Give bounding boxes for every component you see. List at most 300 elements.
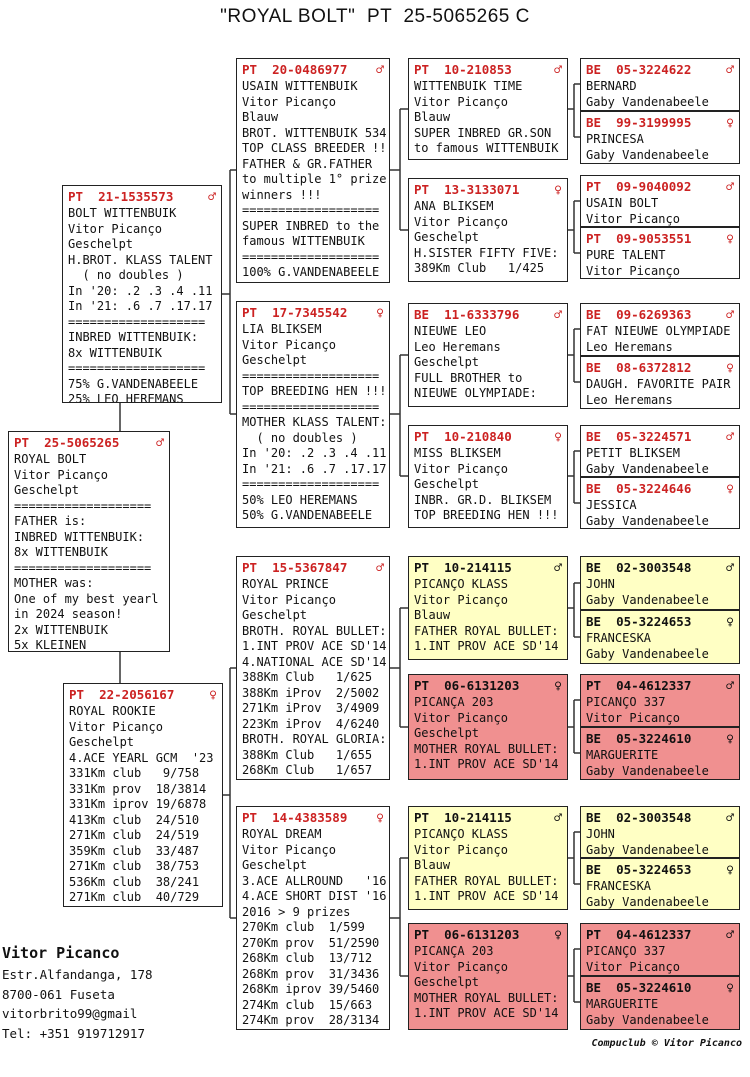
pedigree-text-line: Gaby Vandenabeele xyxy=(586,1012,709,1027)
ring-number: BE 99-3199995 xyxy=(586,115,692,130)
connector-g4h-parents xyxy=(568,949,580,1002)
pedigree-text-line: 271Km club 40/729 xyxy=(69,890,200,904)
pedigree-text-line: PICANÇA 203 xyxy=(414,944,494,958)
pedigree-box-franceska-1 xyxy=(580,610,740,664)
ring-number-header xyxy=(414,61,562,79)
ring-number-header xyxy=(414,809,562,827)
female-icon: ♀ xyxy=(554,679,562,694)
pedigree-box-franceska-2 xyxy=(580,858,740,910)
pedigree-text-line: Gaby Vandenabeele xyxy=(586,646,709,661)
female-icon: ♀ xyxy=(376,811,384,826)
ring-number: PT 21-1535573 xyxy=(68,189,174,204)
male-icon: ♂ xyxy=(554,308,562,323)
pedigree-text-line: Vitor Picanço xyxy=(414,214,508,229)
pedigree-text-line: BROTH. ROYAL BULLET: xyxy=(242,623,387,638)
pedigree-text-line: H.SISTER FIFTY FIVE: xyxy=(414,245,559,260)
ring-number: PT 10-210853 xyxy=(414,62,512,77)
pedigree-text-line: In '20: .2 .3 .4 .11 xyxy=(68,283,213,298)
pedigree-text-line: FRANCESKA xyxy=(586,631,652,645)
male-icon: ♂ xyxy=(726,63,734,78)
pedigree-text-line: Blauw xyxy=(414,608,451,622)
ring-number: PT 09-9053551 xyxy=(586,231,692,246)
pedigree-text-line: Geschelpt xyxy=(414,230,480,244)
female-icon: ♀ xyxy=(554,183,562,198)
pedigree-text-line: Geschelpt xyxy=(414,975,480,989)
ring-number: BE 05-3224653 xyxy=(586,862,692,877)
ring-number-header xyxy=(586,230,734,248)
ring-number: BE 02-3003548 xyxy=(586,810,692,825)
pedigree-text-line: ( no doubles ) xyxy=(242,430,358,445)
pedigree-text-line: 50% LEO HEREMANS xyxy=(242,492,358,507)
pedigree-text-line: Geschelpt xyxy=(69,735,135,749)
pedigree-box-bernard xyxy=(580,58,740,111)
pedigree-text-line: 274Km club 15/663 xyxy=(242,997,373,1012)
ring-number-header xyxy=(414,926,562,944)
ring-number-header xyxy=(586,306,734,324)
pedigree-text-line: 536Km club 38/241 xyxy=(69,874,200,889)
ring-number: PT 09-9040092 xyxy=(586,179,692,194)
pedigree-box-john-1 xyxy=(580,556,740,610)
ring-number-header xyxy=(242,559,384,577)
pedigree-text-line: 5x KLEINEN xyxy=(14,638,87,652)
pedigree-text-line: ROYAL DREAM xyxy=(242,827,322,841)
ring-number-header xyxy=(586,677,734,695)
pedigree-box-ana-bliksem xyxy=(408,178,568,282)
pedigree-text-line: 388Km iProv 2/5002 xyxy=(242,685,380,700)
pedigree-text-line: =================== xyxy=(242,399,380,414)
pedigree-text-line: to famous WITTENBUIK xyxy=(414,141,559,155)
ring-number-header xyxy=(586,178,734,196)
pedigree-text-line: Gaby Vandenabeele xyxy=(586,94,709,109)
pedigree-text-line: Leo Heremans xyxy=(414,339,501,354)
pedigree-text-line: Vitor Picanço xyxy=(242,94,336,109)
male-icon: ♂ xyxy=(156,436,164,451)
ring-number: BE 08-6372812 xyxy=(586,360,692,375)
pedigree-text-line: ANA BLIKSEM xyxy=(414,199,494,213)
pedigree-text-line: =================== xyxy=(242,368,380,383)
pedigree-text-line: FULL BROTHER to xyxy=(414,370,523,385)
ring-number-header xyxy=(586,809,734,827)
pedigree-box-picanco-klass-1 xyxy=(408,556,568,660)
pedigree-text-line: 270Km prov 51/2590 xyxy=(242,935,380,950)
pedigree-text-line: MOTHER KLASS TALENT: xyxy=(242,415,387,429)
pedigree-text-line: Vitor Picanço xyxy=(586,263,680,278)
pedigree-text-line: MOTHER ROYAL BULLET: xyxy=(414,990,559,1005)
pedigree-box-daughter-favorite-pair xyxy=(580,356,740,409)
pedigree-text-line: PICANÇO KLASS xyxy=(414,827,508,841)
pedigree-text-line: Leo Heremans xyxy=(586,339,673,354)
pedigree-text-line: NIEUWE LEO xyxy=(414,324,487,338)
pedigree-text-line: =================== xyxy=(68,314,206,329)
pedigree-text-line: FATHER ROYAL BULLET: xyxy=(414,873,559,888)
ring-number: BE 09-6269363 xyxy=(586,307,692,322)
ring-number-header xyxy=(242,809,384,827)
male-icon: ♂ xyxy=(726,928,734,943)
ring-number: PT 20-0486977 xyxy=(242,62,348,77)
pedigree-text-line: PICANÇO 337 xyxy=(586,695,666,709)
pedigree-text-line: Vitor Picanço xyxy=(586,959,680,974)
owner-address-line: 8700-061 Fuseta xyxy=(2,986,115,1002)
male-icon: ♂ xyxy=(726,430,734,445)
pedigree-text-line: Gaby Vandenabeele xyxy=(586,842,709,857)
pedigree-text-line: 3.ACE ALLROUND '16 xyxy=(242,873,387,888)
ring-number-header xyxy=(69,686,217,704)
pedigree-box-royal-prince xyxy=(236,556,390,780)
pedigree-text-line: Gaby Vandenabeele xyxy=(586,894,709,909)
pedigree-box-lia-bliksem xyxy=(236,301,390,528)
male-icon: ♂ xyxy=(726,180,734,195)
pedigree-text-line: PICANÇO 337 xyxy=(586,944,666,958)
owner-address-line: Estr.Alfandanga, 178 xyxy=(2,967,153,982)
pedigree-box-usain-bolt xyxy=(580,175,740,227)
ring-number-header xyxy=(586,730,734,748)
pedigree-text-line: Geschelpt xyxy=(68,237,134,251)
pedigree-box-picanca-203-1 xyxy=(408,674,568,780)
ring-number-header xyxy=(586,61,734,79)
pedigree-text-line: MARGUERITE xyxy=(586,997,659,1011)
ring-number: PT 22-2056167 xyxy=(69,687,175,702)
pedigree-text-line: ROYAL ROOKIE xyxy=(69,704,156,718)
pedigree-text-line: Gaby Vandenabeele xyxy=(586,147,709,162)
pedigree-text-line: TOP CLASS BREEDER !! xyxy=(242,141,387,155)
pedigree-text-line: BOLT WITTENBUIK xyxy=(68,206,177,220)
pedigree-text-line: INBRED WITTENBUIK: xyxy=(68,330,199,344)
pedigree-text-line: TOP BREEDING HEN !!! xyxy=(414,508,559,522)
pedigree-text-line: JOHN xyxy=(586,827,615,841)
pedigree-text-line: =================== xyxy=(242,249,380,264)
male-icon: ♂ xyxy=(376,63,384,78)
pedigree-text-line: Geschelpt xyxy=(242,858,308,872)
pedigree-text-line: H.BROT. KLASS TALENT xyxy=(68,252,213,267)
pedigree-text-line: Vitor Picanço xyxy=(242,842,336,857)
owner-contact-block xyxy=(2,941,153,1043)
pedigree-text-line: 388Km Club 1/655 xyxy=(242,747,373,762)
pedigree-text-line: Blauw xyxy=(242,110,279,124)
pedigree-text-line: PETIT BLIKSEM xyxy=(586,446,680,460)
pedigree-box-miss-bliksem xyxy=(408,425,568,528)
pedigree-text-line: ROYAL PRINCE xyxy=(242,577,329,591)
pedigree-text-line: Geschelpt xyxy=(242,608,308,622)
pedigree-text-line: 100% G.VANDENABEELE xyxy=(242,265,380,279)
female-icon: ♀ xyxy=(209,688,217,703)
pedigree-text-line: TOP BREEDING HEN !!! xyxy=(242,384,387,398)
connector-g4a-parents xyxy=(568,84,580,137)
connector-g4e-parents xyxy=(568,583,580,637)
ring-number-header xyxy=(586,926,734,944)
ring-number-header xyxy=(586,979,734,997)
pedigree-text-line: 1.INT PROV ACE SD'14 xyxy=(414,757,559,771)
male-icon: ♂ xyxy=(726,308,734,323)
connector-dam-parents xyxy=(223,668,236,918)
female-icon: ♀ xyxy=(726,232,734,247)
pedigree-text-line: 4.ACE SHORT DIST '16 xyxy=(242,889,387,903)
pedigree-box-nieuwe-leo xyxy=(408,303,568,407)
pedigree-text-line: FATHER is: xyxy=(14,514,87,528)
ring-number: PT 06-6131203 xyxy=(414,678,520,693)
pedigree-text-line: NIEUWE OLYMPIADE: xyxy=(414,386,537,400)
pedigree-text-line: 25% LEO HEREMANS xyxy=(68,392,184,403)
pedigree-text-line: PICANÇO KLASS xyxy=(414,577,508,591)
pedigree-box-fat-nieuwe-olympiade xyxy=(580,303,740,356)
pedigree-text-line: FRANCESKA xyxy=(586,879,652,893)
ring-number-header xyxy=(586,359,734,377)
pedigree-box-picanca-203-2 xyxy=(408,923,568,1030)
ring-number-header xyxy=(586,861,734,879)
pedigree-text-line: INBR. GR.D. BLIKSEM xyxy=(414,492,552,507)
female-icon: ♀ xyxy=(726,863,734,878)
pedigree-text-line: 4.ACE YEARL GCM '23 xyxy=(69,750,214,765)
pedigree-box-petit-bliksem xyxy=(580,425,740,477)
pedigree-text-line: PURE TALENT xyxy=(586,248,666,262)
ring-number: BE 05-3224610 xyxy=(586,731,692,746)
connector-g3b-parents xyxy=(390,355,408,476)
ring-number: PT 17-7345542 xyxy=(242,305,348,320)
pedigree-text-line: LIA BLIKSEM xyxy=(242,322,322,336)
pedigree-text-line: FAT NIEUWE OLYMPIADE xyxy=(586,324,731,338)
compuclub-credit: Compuclub © Vitor Picanco xyxy=(591,1038,742,1049)
pedigree-text-line: 331Km iprov 19/6878 xyxy=(69,797,207,811)
pedigree-text-line: 2x WITTENBUIK xyxy=(14,622,108,637)
pedigree-text-line: Vitor Picanço xyxy=(414,959,508,974)
male-icon: ♂ xyxy=(208,190,216,205)
ring-number: PT 10-214115 xyxy=(414,560,512,575)
pedigree-text-line: ROYAL BOLT xyxy=(14,452,87,466)
pedigree-text-line: 268Km prov 31/3436 xyxy=(242,966,380,981)
pedigree-box-wittenbuik-time xyxy=(408,58,568,160)
pedigree-text-line: 1.INT PROV ACE SD'14 xyxy=(242,639,387,653)
pedigree-text-line: =================== xyxy=(14,498,152,513)
pedigree-text-line: Vitor Picanço xyxy=(414,710,508,725)
pedigree-text-line: 271Km club 24/519 xyxy=(69,828,200,842)
pedigree-text-line: JESSICA xyxy=(586,498,637,512)
connector-g4f-parents xyxy=(568,700,580,753)
ring-number: BE 11-6333796 xyxy=(414,307,520,322)
pedigree-text-line: 331Km club 9/758 xyxy=(69,766,200,780)
ring-number: PT 04-4612337 xyxy=(586,927,692,942)
pedigree-text-line: Vitor Picanço xyxy=(414,842,508,857)
connector-g4b-parents xyxy=(568,201,580,253)
pedigree-text-line: ( no doubles ) xyxy=(68,268,184,282)
pedigree-text-line: 50% G.VANDENABEELE xyxy=(242,508,373,522)
pedigree-text-line: FATHER & GR.FATHER xyxy=(242,156,373,171)
pedigree-text-line: USAIN WITTENBUIK xyxy=(242,79,358,93)
pedigree-text-line: to multiple 1° prize xyxy=(242,172,387,186)
female-icon: ♀ xyxy=(726,116,734,131)
pedigree-text-line: famous WITTENBUIK xyxy=(242,234,365,248)
pedigree-text-line: 388Km Club 1/625 xyxy=(242,670,373,684)
pedigree-box-john-2 xyxy=(580,806,740,858)
pedigree-text-line: =================== xyxy=(68,361,206,375)
pedigree-text-line: Vitor Picanço xyxy=(242,592,336,607)
connector-g4d-parents xyxy=(568,451,580,503)
pedigree-text-line: 1.INT PROV ACE SD'14 xyxy=(414,889,559,903)
female-icon: ♀ xyxy=(726,732,734,747)
ring-number-header xyxy=(586,613,734,631)
pedigree-text-line: 268Km Club 1/657 xyxy=(242,763,373,777)
pedigree-text-line: 331Km prov 18/3814 xyxy=(69,781,207,796)
pedigree-text-line: Blauw xyxy=(414,110,451,124)
pedigree-text-line: MOTHER was: xyxy=(14,576,94,590)
ring-number: BE 05-3224622 xyxy=(586,62,692,77)
pedigree-text-line: =================== xyxy=(14,560,152,575)
pedigree-text-line: BROTH. ROYAL GLORIA: xyxy=(242,732,387,746)
pedigree-text-line: Vitor Picanço xyxy=(69,719,163,734)
pedigree-text-line: MOTHER ROYAL BULLET: xyxy=(414,741,559,756)
pedigree-text-line: SUPER INBRED to the xyxy=(242,218,380,233)
pedigree-text-line: PICANÇA 203 xyxy=(414,695,494,709)
pedigree-box-picanco-337-2 xyxy=(580,923,740,976)
pedigree-box-marguerite-2 xyxy=(580,976,740,1030)
owner-phone: Tel: +351 919712917 xyxy=(2,1025,145,1041)
ring-number-header xyxy=(68,188,216,206)
pedigree-text-line: Vitor Picanço xyxy=(14,467,108,482)
pedigree-box-princesa xyxy=(580,111,740,164)
pedigree-text-line: Vitor Picanço xyxy=(68,221,162,236)
pedigree-text-line: In '21: .6 .7 .17.17 xyxy=(68,299,213,313)
pedigree-text-line: Geschelpt xyxy=(414,726,480,740)
pedigree-text-line: Gaby Vandenabeele xyxy=(586,513,709,528)
ring-number: BE 05-3224653 xyxy=(586,614,692,629)
pedigree-box-bolt-wittenbuik xyxy=(62,185,222,403)
pedigree-text-line: Vitor Picanço xyxy=(414,461,508,476)
ring-number-header xyxy=(414,559,562,577)
pedigree-box-picanco-klass-2 xyxy=(408,806,568,910)
pedigree-text-line: SUPER INBRED GR.SON xyxy=(414,125,552,140)
ring-number: PT 10-214115 xyxy=(414,810,512,825)
ring-number-header xyxy=(586,428,734,446)
connector-sire-parents xyxy=(222,170,236,414)
ring-number-header xyxy=(414,306,562,324)
male-icon: ♂ xyxy=(554,63,562,78)
pedigree-text-line: 274Km prov 28/3134 xyxy=(242,1013,380,1027)
connector-g3d-parents xyxy=(390,858,408,976)
pedigree-text-line: Gaby Vandenabeele xyxy=(586,763,709,778)
pedigree-text-line: FATHER ROYAL BULLET: xyxy=(414,623,559,638)
owner-name: Vitor Picanco xyxy=(2,944,120,962)
pedigree-text-line: Geschelpt xyxy=(414,355,480,369)
ring-number-header xyxy=(242,61,384,79)
pedigree-text-line: One of my best yearl xyxy=(14,591,159,606)
pedigree-text-line: MISS BLIKSEM xyxy=(414,446,501,460)
male-icon: ♂ xyxy=(554,811,562,826)
pedigree-text-line: Leo Heremans xyxy=(586,392,673,407)
ring-number: BE 05-3224646 xyxy=(586,481,692,496)
male-icon: ♂ xyxy=(726,679,734,694)
pedigree-text-line: In '21: .6 .7 .17.17 xyxy=(242,461,387,476)
connector-g3a-parents xyxy=(390,109,408,230)
ring-number: PT 10-210840 xyxy=(414,429,512,444)
ring-number: PT 15-5367847 xyxy=(242,560,348,575)
pedigree-box-royal-bolt xyxy=(8,431,170,652)
pedigree-text-line: MARGUERITE xyxy=(586,748,659,762)
ring-number: BE 05-3224571 xyxy=(586,429,692,444)
ring-number-header xyxy=(414,677,562,695)
pedigree-text-line: Gaby Vandenabeele xyxy=(586,461,709,476)
pedigree-text-line: Geschelpt xyxy=(414,477,480,491)
pedigree-text-line: 268Km iprov 39/5460 xyxy=(242,982,380,996)
pedigree-text-line: 1.INT PROV ACE SD'14 xyxy=(414,1006,559,1020)
owner-email: vitorbrito99@gmail xyxy=(2,1006,138,1021)
page-title: "ROYAL BOLT" PT 25-5065265 C xyxy=(220,6,530,27)
female-icon: ♀ xyxy=(726,981,734,996)
ring-number-header xyxy=(586,114,734,132)
ring-number-header xyxy=(586,480,734,498)
pedigree-text-line: =================== xyxy=(242,203,380,217)
female-icon: ♀ xyxy=(554,928,562,943)
ring-number: PT 06-6131203 xyxy=(414,927,520,942)
pedigree-text-line: BROT. WITTENBUIK 534 xyxy=(242,125,387,140)
pedigree-text-line: WITTENBUIK TIME xyxy=(414,79,523,93)
pedigree-text-line: Vitor Picanço xyxy=(586,211,680,226)
male-icon: ♂ xyxy=(376,561,384,576)
ring-number: PT 13-3133071 xyxy=(414,182,520,197)
ring-number: PT 25-5065265 xyxy=(14,435,120,450)
pedigree-box-royal-rookie xyxy=(63,683,223,907)
male-icon: ♂ xyxy=(726,811,734,826)
pedigree-text-line: Geschelpt xyxy=(14,483,80,497)
female-icon: ♀ xyxy=(554,430,562,445)
pedigree-text-line: 271Km iProv 3/4909 xyxy=(242,701,380,715)
pedigree-text-line: Geschelpt xyxy=(242,353,308,367)
pedigree-text-line: Gaby Vandenabeele xyxy=(586,592,709,607)
female-icon: ♀ xyxy=(726,482,734,497)
ring-number-header xyxy=(242,304,384,322)
pedigree-text-line: Vitor Picanço xyxy=(414,592,508,607)
pedigree-box-pure-talent xyxy=(580,227,740,279)
pedigree-text-line: DAUGH. FAVORITE PAIR xyxy=(586,377,731,391)
pedigree-text-line: 8x WITTENBUIK xyxy=(14,545,108,559)
ring-number-header xyxy=(414,181,562,199)
pedigree-text-line: 223Km iProv 4/6240 xyxy=(242,716,380,731)
pedigree-text-line: In '20: .2 .3 .4 .11 xyxy=(242,446,387,460)
pedigree-text-line: Vitor Picanço xyxy=(242,337,336,352)
pedigree-box-usain-wittenbuik xyxy=(236,58,390,283)
ring-number-header xyxy=(14,434,164,452)
pedigree-text-line: Vitor Picanço xyxy=(414,94,508,109)
ring-number: PT 04-4612337 xyxy=(586,678,692,693)
pedigree-text-line: winners !!! xyxy=(242,187,322,202)
pedigree-box-marguerite-1 xyxy=(580,727,740,780)
female-icon: ♀ xyxy=(726,615,734,630)
connector-g4g-parents xyxy=(568,832,580,884)
pedigree-text-line: 1.INT PROV ACE SD'14 xyxy=(414,639,559,653)
male-icon: ♂ xyxy=(554,561,562,576)
connector-g4c-parents xyxy=(568,329,580,382)
pedigree-text-line: in 2024 season! xyxy=(14,607,123,621)
ring-number-header xyxy=(414,428,562,446)
pedigree-text-line: 271Km club 38/753 xyxy=(69,859,200,873)
pedigree-text-line: INBRED WITTENBUIK: xyxy=(14,529,145,544)
pedigree-box-picanco-337-1 xyxy=(580,674,740,727)
male-icon: ♂ xyxy=(726,561,734,576)
pedigree-text-line: 4.NATIONAL ACE SD'14 xyxy=(242,654,387,669)
pedigree-text-line: USAIN BOLT xyxy=(586,196,659,210)
ring-number: BE 02-3003548 xyxy=(586,560,692,575)
connector-g3c-parents xyxy=(390,608,408,727)
pedigree-text-line: 268Km club 13/712 xyxy=(242,951,373,965)
female-icon: ♀ xyxy=(726,361,734,376)
pedigree-text-line: Vitor Picanço xyxy=(586,710,680,725)
pedigree-text-line: Blauw xyxy=(414,858,451,872)
ring-number: PT 14-4383589 xyxy=(242,810,348,825)
pedigree-text-line: 75% G.VANDENABEELE xyxy=(68,376,199,391)
pedigree-text-line: 2016 > 9 prizes xyxy=(242,904,351,919)
pedigree-text-line: JOHN xyxy=(586,577,615,591)
pedigree-box-jessica xyxy=(580,477,740,529)
ring-number-header xyxy=(586,559,734,577)
pedigree-text-line: PRINCESA xyxy=(586,132,644,146)
pedigree-text-line: 359Km club 33/487 xyxy=(69,843,200,858)
